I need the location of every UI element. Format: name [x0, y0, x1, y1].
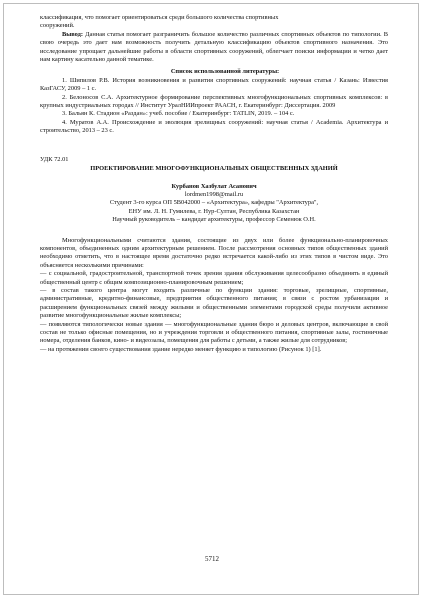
conclusion-text: Данная статья помогает разграничить большое количество различных спортивных объектов по типологии. В свою очередь это дает нам возможность получить детальную классификацию объектов спортивного назначения. Это исследование упрощает дальнейшие работы в области спортивных сооружений, облегчает поиски информации и четко дает нам картину касательно данной тематике.	[40, 30, 388, 64]
author-affiliation-2: ЕНУ им. Л. Н. Гумилева, г. Нур-Султан, Республика Казахстан	[128, 207, 300, 215]
reference-item: 4. Муратов А.А. Происхождение и эволюция зрелищных сооружений: научная статья / Academia. Архитектура и строительство, 2013 – 23 с.	[40, 118, 388, 135]
author-name: Курбанов Хазбулат Асанович	[171, 182, 257, 190]
page-number: 5712	[205, 555, 219, 563]
reference-item: 1. Шипилов Р.В. История возникновения и развития спортивных сооружений: научная статья / Казань: Известия КазГАСУ, 2009 – 1 с.	[40, 76, 388, 93]
supervisor: Научный руководитель – кандидат архитектуры, профессор Семенюк О.Н.	[112, 216, 316, 224]
body-paragraph: — с социальной, градостроительной, транспортной точек зрения здания обслуживания целесообразно объединять в единый общественный центр с общим композиционно-планировочным решением;	[40, 270, 388, 286]
conclusion-label: Вывод:	[62, 30, 84, 38]
page-content	[40, 14, 388, 354]
body-paragraph: Многофункциональными считаются здания, состоящие из двух или более функционально-планировочных компонентов, объединенных одним архитектурным решением. После рассмотрения основных типов общественных зданий необходимо отметить, что в настоящее время достаточно редко встречается какой-либо из этих типов в чистом виде. Это объясняется несколькими причинами:	[40, 236, 388, 269]
continued-line-1: классификация, что помогает ориентироваться среди большого количества спортивных	[40, 14, 279, 21]
body-paragraph: — на протяжении своего существования здание нередко меняет функцию и типологию (Рисунок 1) [1].	[40, 345, 322, 353]
document-page	[3, 3, 419, 595]
author-affiliation-1: Студент 3-го курса ОП 5В042000 – «Архитектура», кафедры "Архитектура",	[109, 199, 319, 207]
references-section	[40, 68, 388, 135]
author-block	[40, 183, 388, 225]
conclusion-paragraph	[40, 31, 388, 65]
continued-paragraph	[40, 14, 388, 31]
references-heading: Список использованной литературы:	[170, 68, 280, 76]
reference-item: 3. Бальян К. Стадион «Раздан»: учеб. пособие / Екатеринбург: TATLIN, 2019. – 104 с.	[62, 110, 295, 118]
udk-code: УДК 72.01	[40, 155, 69, 163]
reference-item: 2. Белоносов С.А. Архитектурное формирование перспективных многофункциональных спортивных комплексов: в крупных индустриальных городах // Институт УралНИИпроект РААСН, г. Екатеринбург: Диссертация. 2009	[40, 93, 388, 110]
article-title: ПРОЕКТИРОВАНИЕ МНОГОФУНКЦИОНАЛЬНЫХ ОБЩЕСТВЕННЫХ ЗДАНИЙ	[90, 165, 338, 173]
continued-line-2: сооружений.	[40, 22, 75, 30]
body-paragraph: — в состав такого центра могут входить различные по функции здания: торговые, зрелищные, спортивные, административные, кредитно-финансовые, предприятия общественного питания; в связи с ростом урбанизации и расширением функциональных связей между жилыми и общественными элементами городской среды получили активное развитие многофункциональные жилые комплексы;	[40, 286, 388, 320]
article-body	[40, 237, 388, 355]
author-email: lordmen1998@mail.ru	[184, 190, 244, 198]
body-paragraph: — появляются типологически новые здания — многофункциональные здания бюро и деловых центров, включающие в свой состав не только офисные помещения, но и учреждения торговли и общественного питания, спортивные залы, гостиничные номера, отделения банков, кино- и видеозалы, помещения для работы с детьми, а также жилые для сотрудников;	[40, 320, 388, 345]
